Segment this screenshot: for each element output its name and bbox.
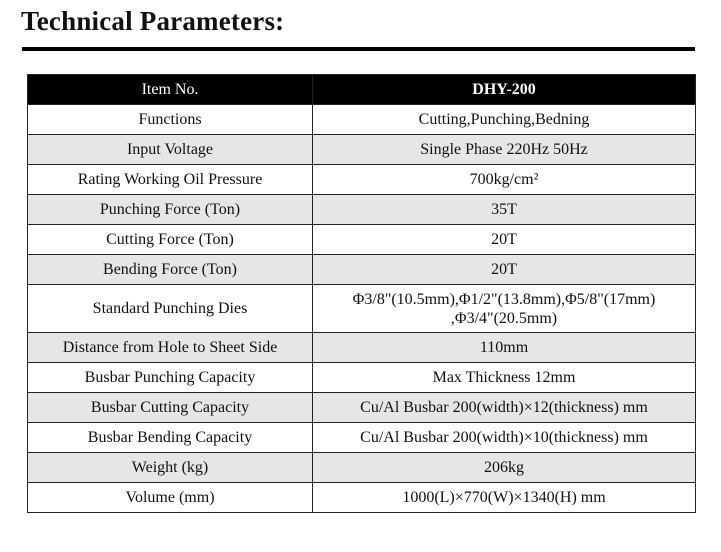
row-item: Rating Working Oil Pressure — [28, 165, 313, 195]
row-value: 206kg — [313, 453, 696, 483]
row-item: Volume (mm) — [28, 483, 313, 513]
row-value: 1000(L)×770(W)×1340(H) mm — [313, 483, 696, 513]
row-value: 20T — [313, 225, 696, 255]
row-value: 110mm — [313, 333, 696, 363]
table-row — [28, 225, 696, 255]
table-row — [28, 105, 696, 135]
table-row — [28, 165, 696, 195]
row-item: Busbar Bending Capacity — [28, 423, 313, 453]
title-underline — [22, 47, 695, 51]
row-item: Distance from Hole to Sheet Side — [28, 333, 313, 363]
row-value: Cu/Al Busbar 200(width)×10(thickness) mm — [313, 423, 696, 453]
row-item: Standard Punching Dies — [28, 285, 313, 333]
header-item-label: Item No. — [28, 75, 313, 105]
row-value: Max Thickness 12mm — [313, 363, 696, 393]
row-item: Bending Force (Ton) — [28, 255, 313, 285]
row-item: Punching Force (Ton) — [28, 195, 313, 225]
table-row — [28, 483, 696, 513]
table-row — [28, 285, 696, 333]
row-value — [313, 285, 696, 333]
row-item: Busbar Punching Capacity — [28, 363, 313, 393]
table-row — [28, 255, 696, 285]
row-item: Input Voltage — [28, 135, 313, 165]
table-row — [28, 195, 696, 225]
table-row — [28, 423, 696, 453]
row-item: Functions — [28, 105, 313, 135]
row-value: 35T — [313, 195, 696, 225]
spec-table — [27, 74, 696, 513]
table-row — [28, 393, 696, 423]
row-value: Cutting,Punching,Bedning — [313, 105, 696, 135]
row-value-line2: ,Φ3/4"(20.5mm) — [450, 309, 558, 327]
table-header-row — [28, 75, 696, 105]
row-value: Single Phase 220Hz 50Hz — [313, 135, 696, 165]
table-row — [28, 135, 696, 165]
header-model-label: DHY-200 — [313, 75, 696, 105]
row-value-line1: Φ3/8"(10.5mm),Φ1/2"(13.8mm),Φ5/8"(17mm) — [352, 290, 656, 308]
table-row — [28, 333, 696, 363]
table-row — [28, 363, 696, 393]
page-title: Technical Parameters: — [21, 6, 285, 36]
row-value: 20T — [313, 255, 696, 285]
row-item: Busbar Cutting Capacity — [28, 393, 313, 423]
table-row — [28, 453, 696, 483]
row-value: Cu/Al Busbar 200(width)×12(thickness) mm — [313, 393, 696, 423]
row-value: 700kg/cm² — [313, 165, 696, 195]
row-item: Weight (kg) — [28, 453, 313, 483]
row-item: Cutting Force (Ton) — [28, 225, 313, 255]
